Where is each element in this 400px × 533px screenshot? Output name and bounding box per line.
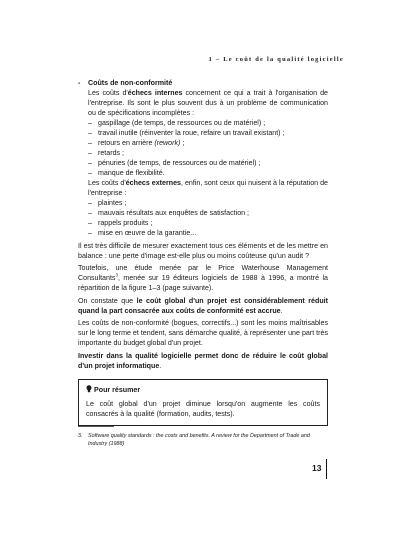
list-item	[88, 198, 328, 208]
list-item-text: retards ;	[98, 149, 125, 157]
running-head: 1 – Le coût de la qualité logicielle	[208, 56, 344, 63]
page-number: 13	[312, 463, 322, 473]
list-dash: –	[88, 209, 92, 217]
list-item	[88, 208, 328, 218]
paragraph-invest	[78, 351, 328, 371]
list-item	[88, 148, 328, 158]
footnote-number: 3.	[78, 433, 83, 439]
external-failures-term: échecs externes	[125, 179, 181, 187]
list-item-text: retours en arrière (rework) ;	[98, 139, 185, 147]
paragraph-measurement: Il est très difficile de mesurer exactement tous ces éléments et de les mettre en balance : une perte d'image est-elle plus ou moins coûteuse qu'un audit ?	[78, 241, 328, 260]
external-failures-list	[88, 198, 328, 238]
list-item	[88, 218, 328, 228]
list-dash: –	[88, 129, 92, 137]
invest-end: .	[159, 361, 162, 370]
page-body	[78, 78, 328, 426]
summary-text: Le coût global d'un projet diminue lorsqu'on augmente les coûts consacrés à la qualité (formation, audits, tests).	[86, 399, 320, 418]
footnote-ref[interactable]: 3	[115, 272, 118, 278]
section-bullet: -	[78, 79, 81, 87]
invest-bold: Investir dans la qualité logicielle permet donc de réduire le coût global d'un projet informatique	[78, 351, 328, 370]
page-number-rule	[326, 459, 327, 479]
external-failures-intro	[88, 178, 328, 198]
list-item	[88, 228, 328, 238]
paragraph-nonconformity: Les coûts de non-conformité (bogues, correctifs...) sont les moins maîtrisables sur le long terme et tendent, sans démarche qualité, à représenter une part très importante du budget global d'un projet.	[78, 319, 328, 347]
list-item	[88, 168, 328, 178]
list-dash: –	[88, 119, 92, 127]
footnote-text: Software quality standards : the costs and benefits. A review for the Department of Trade and Industry (1988)	[88, 433, 310, 447]
list-dash: –	[88, 219, 92, 227]
summary-title: Pour résumer	[94, 386, 141, 394]
internal-failures-list	[88, 118, 328, 178]
list-item-text: rappels produits ;	[98, 219, 153, 227]
list-dash: –	[88, 139, 92, 147]
intro-internal-text: Les coûts d'	[88, 89, 128, 97]
list-item-text: mauvais résultats aux enquêtes de satisfaction ;	[98, 209, 250, 217]
list-item	[88, 138, 328, 148]
footnote	[78, 432, 328, 448]
list-item-text: plaintes ;	[98, 199, 127, 207]
intro-external-rest: , enfin, sont ceux qui nuisent à la réputation de l'entreprise :	[88, 179, 328, 197]
conclusion-bold: le coût global d'un projet est considérablement réduit quand la part consacrée aux coûts de conformité est accrue	[78, 296, 329, 315]
conclusion-end: .	[280, 306, 283, 315]
summary-heading	[86, 385, 320, 396]
footnote-rule	[78, 426, 114, 427]
summary-box	[78, 379, 328, 426]
section-title: Coûts de non-conformité	[88, 79, 173, 87]
list-item-text: pénuries (de temps, de ressources ou de matériel) ;	[98, 159, 261, 167]
list-dash: –	[88, 159, 92, 167]
lightbulb-icon	[86, 385, 94, 396]
internal-failures-intro	[88, 88, 328, 118]
paragraph-study	[78, 263, 328, 293]
intro-internal-rest: concernent ce qui a trait à l'organisation de l'entreprise. Ils sont le plus souvent dus à un problème de communication ou de spécifications incomplètes :	[88, 89, 328, 117]
list-item-text: mise en œuvre de la garantie...	[98, 229, 197, 237]
list-item-text: manque de flexibilité.	[98, 169, 165, 177]
study-text-rest: , menée sur 19 éditeurs logiciels de 1988 à 1996, a montré la répartition de la figure 1–3 (page suivante).	[78, 274, 328, 292]
list-dash: –	[88, 169, 92, 177]
section-content	[88, 88, 328, 238]
intro-external-text: Les coûts d'	[88, 179, 126, 187]
list-dash: –	[88, 199, 92, 207]
list-item	[88, 118, 328, 128]
list-item-text: travail inutile (réinventer la roue, refaire un travail existant) ;	[98, 129, 285, 137]
list-dash: –	[88, 149, 92, 157]
list-item	[88, 158, 328, 168]
section-heading	[78, 78, 328, 88]
list-item	[88, 128, 328, 138]
list-item-text: gaspillage (de temps, de ressources ou de matériel) ;	[98, 119, 266, 127]
internal-failures-term: échecs internes	[127, 89, 183, 97]
conclusion-text: On constate que	[78, 296, 137, 305]
study-text: Toutefois, une étude menée par le Price Waterhouse Management Consultants	[78, 264, 328, 282]
paragraph-conclusion	[78, 296, 328, 316]
list-dash: –	[88, 229, 92, 237]
